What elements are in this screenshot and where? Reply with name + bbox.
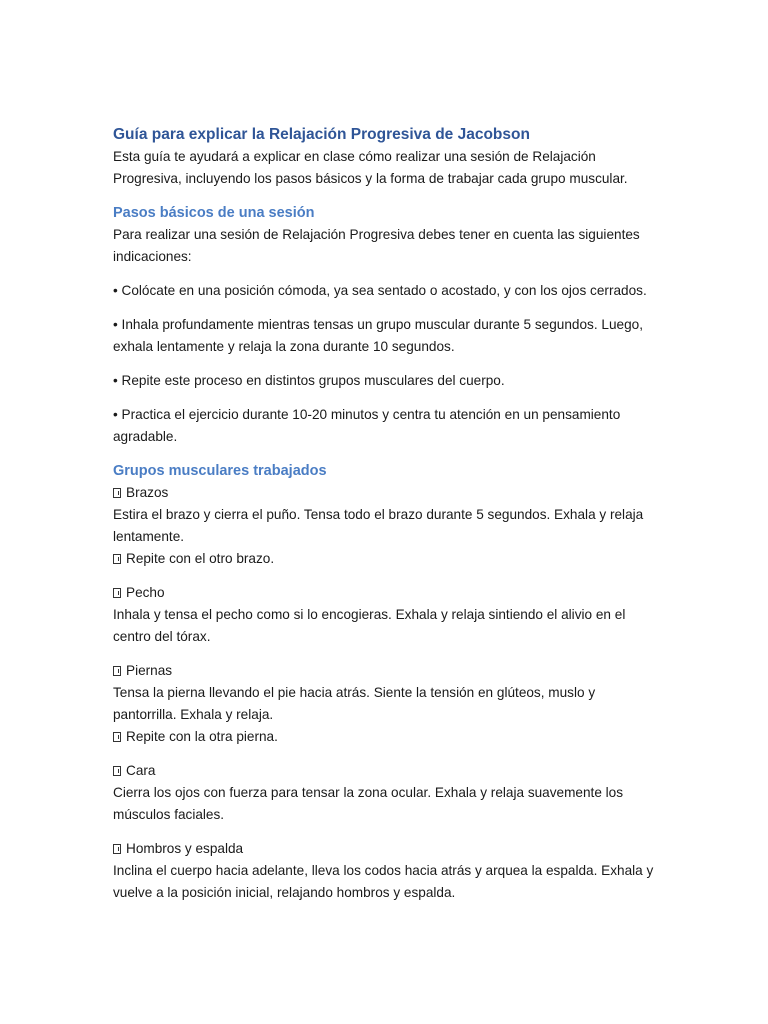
missing-glyph-icon (113, 554, 121, 564)
missing-glyph-icon (113, 588, 121, 598)
group-extra (113, 726, 661, 748)
step-item: • Inhala profundamente mientras tensas un grupo muscular durante 5 segundos. Luego, exhala lentamente y relaja la zona durante 10 segundos. (113, 317, 643, 354)
group-description: Estira el brazo y cierra el puño. Tensa todo el brazo durante 5 segundos. Exhala y relaja lentamente. (113, 507, 644, 544)
group-name: Pecho (126, 585, 165, 600)
group-title-brazos (113, 482, 661, 504)
group-title-hombros-espalda (113, 838, 661, 860)
missing-glyph-icon (113, 666, 121, 676)
group-name: Cara (126, 763, 156, 778)
steps-heading: Pasos básicos de una sesión (113, 205, 315, 221)
step-item: • Repite este proceso en distintos grupos musculares del cuerpo. (113, 373, 505, 388)
group-title-piernas (113, 660, 661, 682)
document-title: Guía para explicar la Relajación Progresiva de Jacobson (113, 126, 530, 143)
step-item: • Colócate en una posición cómoda, ya sea sentado o acostado, y con los ojos cerrados. (113, 283, 647, 298)
group-name: Hombros y espalda (126, 841, 244, 856)
missing-glyph-icon (113, 488, 121, 498)
group-extra-text: Repite con el otro brazo. (126, 551, 275, 566)
group-extra-text: Repite con la otra pierna. (126, 729, 278, 744)
group-description: Cierra los ojos con fuerza para tensar la zona ocular. Exhala y relaja suavemente los músculos faciales. (113, 785, 624, 822)
document-page (113, 124, 661, 904)
steps-intro: Para realizar una sesión de Relajación Progresiva debes tener en cuenta las siguientes indicaciones: (113, 227, 640, 264)
step-item: • Practica el ejercicio durante 10-20 minutos y centra tu atención en un pensamiento agradable. (113, 407, 621, 444)
missing-glyph-icon (113, 732, 121, 742)
group-description: Inhala y tensa el pecho como si lo encogieras. Exhala y relaja sintiendo el alivio en el centro del tórax. (113, 607, 626, 644)
group-name: Piernas (126, 663, 173, 678)
groups-heading: Grupos musculares trabajados (113, 463, 327, 479)
missing-glyph-icon (113, 844, 121, 854)
group-extra (113, 548, 661, 570)
group-name: Brazos (126, 485, 169, 500)
missing-glyph-icon (113, 766, 121, 776)
group-description: Inclina el cuerpo hacia adelante, lleva los codos hacia atrás y arquea la espalda. Exhala y vuelve a la posición inicial, relajando hombros y espalda. (113, 863, 654, 900)
intro-paragraph: Esta guía te ayudará a explicar en clase cómo realizar una sesión de Relajación Progresiva, incluyendo los pasos básicos y la forma de trabajar cada grupo muscular. (113, 149, 628, 186)
group-title-pecho (113, 582, 661, 604)
group-description: Tensa la pierna llevando el pie hacia atrás. Siente la tensión en glúteos, muslo y pantorrilla. Exhala y relaja. (113, 685, 596, 722)
group-title-cara (113, 760, 661, 782)
